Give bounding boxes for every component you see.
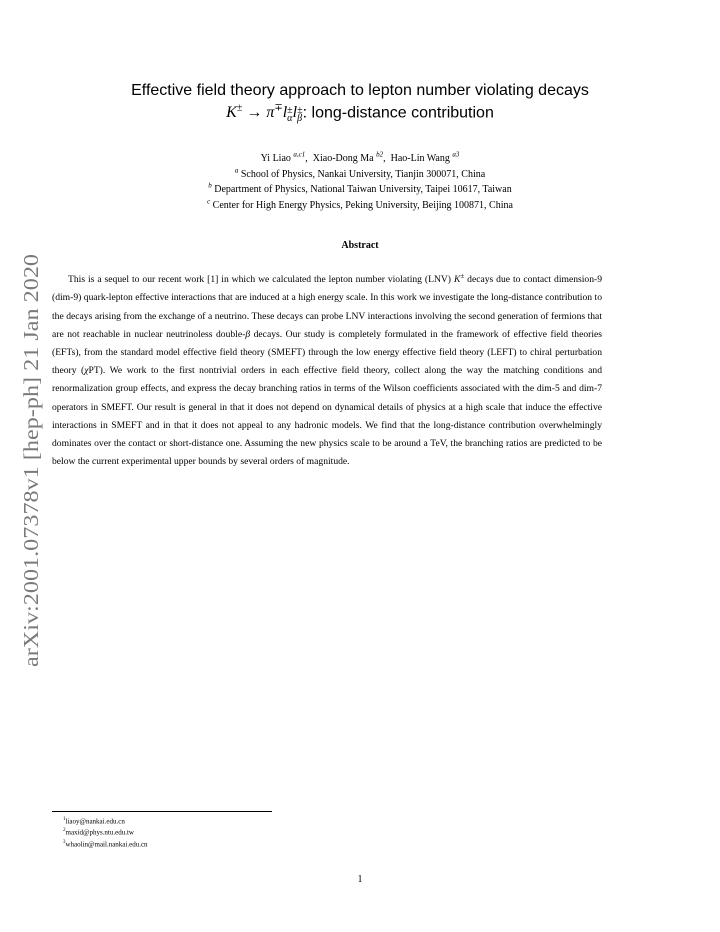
affiliation-text: School of Physics, Nankai University, Tianjin 300071, China <box>240 168 486 180</box>
affiliation-mark: a <box>234 166 239 175</box>
abstract-segment: decays due to contact dimension-9 (dim-9) quark-lepton effective interactions that are induced at a high energy scale. In this work we investigate the long-distance contribution to the decays arising from the exchange of a neutrino. These decays can probe LNV interactions involving the second generation of fermions that are not reachable in nuclear neutrinoless double- <box>52 274 602 340</box>
footnote-email: liaoy@nankai.edu.cn <box>65 817 125 826</box>
affiliation-mark: b <box>208 181 212 190</box>
arxiv-identifier-text: arXiv:2001.07378v1 [hep-ph] 21 Jan 2020 <box>19 299 43 667</box>
footnote-email: maxid@phys.ntu.edu.tw <box>65 828 134 837</box>
author-name: Hao-Lin Wang <box>390 153 450 164</box>
footnote-divider <box>52 811 272 812</box>
author-list: Yi Liao $^{a,c1}$, Xiao-Dong Ma $^{b2}$, Hao-Lin Wang $^{a3}$ <box>260 150 460 164</box>
affiliation-text: Department of Physics, National Taiwan University, Taipei 10617, Taiwan <box>214 184 512 195</box>
affiliation <box>0 182 720 198</box>
paper-title <box>0 82 720 123</box>
abstract-segment: PT). We work to the first nontrivial orders in each effective field theory, collect along the way the matching conditions and renormalization group effects, and express the decay branching ratios in terms of the Wilson coefficients associated with the dim-5 and dim-7 operators in SMEFT. Our result is general in that it does not depend on dynamical details of physics at a high scale that induce the effective interactions in SMEFT and in that it does not appeal to any hadronic models. We find that the long-distance contribution overwhelmingly dominates over the contact or short-distance one. Assuming the new physics scale to be around a TeV, the branching ratios are predicted to be below the current experimental upper bounds by several orders of magnitude. <box>52 365 602 468</box>
title-line-2 <box>0 100 720 123</box>
title-line-1: Effective field theory approach to lepton number violating decays <box>131 82 589 99</box>
abstract-text: This is a sequel to our recent work [1] in which we calculated the lepton number violating (LNV) K± decays due to contact dimension-9 (dim-9) quark-lepton effective interactions that are induced at a high energy scale. In this work we investigate the long-distance contribution to the decays arising from the exchange of a neutrino. These decays can probe LNV interactions involving the second generation of fermions that are not reachable in nuclear neutrinoless double-β decays. Our study is completely formulated in the framework of effective field theories (EFTs), from the standard model effective field theory (SMEFT) through the low energy effective field theory (LEFT) to chiral perturbation theory (χPT). We work to the first nontrivial orders in each effective field theory, collect along the way the matching conditions and renormalization group effects, and express the decay branching ratios in terms of the Wilson coefficients associated with the dim-5 and dim-7 operators in SMEFT. Our result is general in that it does not depend on dynamical details of physics at a high scale that induce the effective interactions in SMEFT and in that it does not appeal to any hadronic models. We find that the long-distance contribution overwhelmingly dominates over the contact or short-distance one. Assuming the new physics scale to be around a TeV, the branching ratios are predicted to be below the current experimental upper bounds by several orders of magnitude. <box>52 272 602 468</box>
arxiv-stamp <box>14 252 46 667</box>
page-number: 1 <box>357 874 363 885</box>
author-marks: a3 <box>452 150 460 159</box>
authors-block <box>0 151 720 213</box>
abstract-segment: decays. Our study is completely formulated in the framework of effective field theories (EFTs), from the standard model effective field theory (SMEFT) through the low energy effective field theory (LEFT) to chiral perturbation theory ( <box>52 328 602 377</box>
author-marks: a,c1 <box>293 150 306 159</box>
author-name: Yi Liao <box>260 153 291 164</box>
affiliation-mark: c <box>207 197 211 206</box>
affiliation-text: Center for High Energy Physics, Peking University, Beijing 100871, China <box>212 199 513 211</box>
affiliation <box>0 167 720 183</box>
footnote-mark: 1 <box>63 817 66 822</box>
footnote <box>63 838 148 849</box>
author-name: Xiao-Dong Ma <box>312 153 374 164</box>
footnotes <box>63 815 148 849</box>
title-formula: K± → π∓l ± α l ± β <box>226 103 303 125</box>
abstract-segment: This is a sequel to our recent work [1] in which we calculated the lepton number violating (LNV) <box>68 274 454 286</box>
affiliation <box>0 198 720 214</box>
title-line-2-text: : long-distance contribution <box>302 104 494 122</box>
footnote-mark: 3 <box>63 839 66 845</box>
abstract-heading: Abstract <box>341 240 379 251</box>
footnote-mark: 2 <box>63 828 66 834</box>
footnote <box>63 826 148 837</box>
footnote <box>63 815 148 826</box>
author-marks: b2 <box>376 150 384 159</box>
footnote-email: whaolin@mail.nankai.edu.cn <box>65 839 148 848</box>
